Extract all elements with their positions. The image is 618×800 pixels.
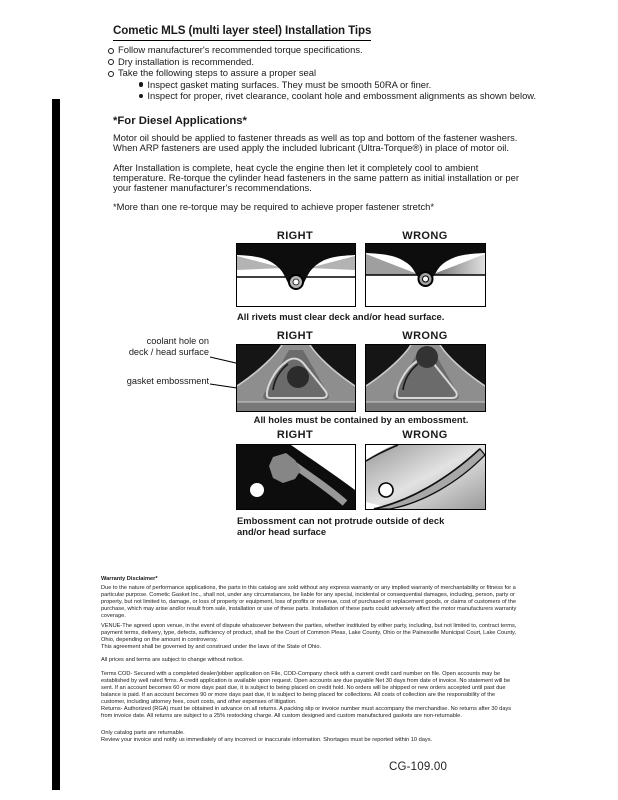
list-item-text: Inspect for proper, rivet clearance, coolant hole and embossment alignments as shown below. — [147, 90, 537, 102]
rivet-right-diagram — [236, 243, 356, 307]
page-number: CG-109.00 — [389, 761, 448, 773]
warranty-heading: Warranty Disclaimer* — [101, 576, 158, 582]
list-item — [108, 44, 548, 56]
terms-paragraph: Terms COD- Secured with a completed dealer/jobber application on File, COD-Company check with a current credit card number on file. Open accounts may be established by well rated firms. A credit application is available upon request. Open accounts are due payable Net 30 days from date of invoice. No statement will be sent. If an account becomes 60 or more days past due, it is subject to being placed on credit hold. No orders will be shipped or new orders accepted until past due balance is paid. If an account becomes 90 or more days past due, it is subject to being placed for collections. All costs of collection are the responsibility of the customer, including attorney fees, court costs, and other expenses of litigation. — [101, 671, 511, 706]
label-line: coolant hole on — [146, 336, 209, 346]
list-item — [108, 67, 548, 79]
warranty-paragraph: Due to the nature of performance applications, the parts in this catalog are sold without any express warranty or any implied warranty of merchantability or fitness for a particular purpose. Cometic Gasket Inc., shall not, under any circumstances, be liable for any special, incidental or consequential damages, including, person, party or property, but not limited to, damage, or loss of property or equipment, loss of profits or revenue, cost of purchased or replacement goods, or claims of customers of the purchase, which may arise and/or result from sale, installation or use of these parts. Installation of these parts could adversely affect the motor manufacturers warranty coverage. — [101, 585, 517, 620]
embossment-caption: All holes must be contained by an embossment. — [253, 414, 469, 425]
rivet-right-illustration — [237, 244, 355, 306]
page-title: Cometic MLS (multi layer steel) Installation Tips — [113, 24, 371, 41]
diagram-right-title: RIGHT — [276, 230, 314, 242]
caption-line: Embossment can not protrude outside of deck — [237, 515, 445, 526]
list-item-text: Inspect gasket mating surfaces. They must be smooth 50RA or finer. — [147, 78, 432, 90]
open-bullet-icon — [108, 59, 114, 65]
page-edge-binding-bar — [52, 99, 60, 790]
venue-paragraph — [101, 623, 520, 651]
protrusion-right-illustration — [237, 445, 355, 509]
protrusion-wrong-illustration — [366, 445, 485, 509]
list-item-text: Follow manufacturer's recommended torque specifications. — [118, 44, 363, 55]
sub-list-item — [108, 79, 548, 91]
paragraph-line: VENUE-The agreed upon venue, in the event of dispute whatsoever between the parties, whether instituted by either party, including, but not limited to, contract terms, payment terms, delivery, type, defects, sufficiency of product, shall be the Court of Common Pleas, Lake County, Ohio or the Painesville Municipal Court, Lake County, Ohio, depending on the amount in controversy. — [101, 623, 517, 644]
embossment-right-illustration — [237, 345, 355, 411]
diagram-wrong-title: WRONG — [402, 330, 448, 342]
embossment-wrong-diagram — [365, 344, 486, 412]
caption-line: and/or head surface — [237, 526, 327, 537]
diagram-wrong-title: WRONG — [402, 429, 448, 441]
sub-list-item — [108, 90, 548, 102]
section-heading: *For Diesel Applications* — [113, 115, 247, 127]
label-line: deck / head surface — [128, 346, 209, 357]
diagram-wrong-title: WRONG — [402, 230, 448, 242]
diesel-applications-section — [113, 115, 527, 222]
filled-bullet-icon — [139, 82, 143, 86]
filled-bullet-icon — [139, 94, 143, 98]
list-item-text: Take the following steps to assure a proper seal — [118, 67, 317, 79]
coolant-hole-label — [129, 336, 209, 358]
rivet-wrong-illustration — [366, 244, 485, 306]
rivet-caption: All rivets must clear deck and/or head surface. — [237, 311, 445, 322]
list-item-text: Dry installation is recommended. — [118, 55, 254, 67]
rivet-wrong-diagram — [365, 243, 486, 307]
diagram-right-title: RIGHT — [276, 429, 314, 441]
note-text: *More than one re-torque may be required to achieve proper fastener stretch* — [113, 201, 435, 213]
open-bullet-icon — [108, 48, 114, 54]
protrusion-caption — [237, 515, 497, 537]
protrusion-wrong-diagram — [365, 444, 486, 510]
embossment-wrong-illustration — [366, 345, 485, 411]
diagram-right-title: RIGHT — [276, 330, 314, 342]
open-bullet-icon — [108, 71, 114, 77]
paragraph: After Installation is complete, heat cycle the engine then let it completely cool to ambient temperature. Re-torque the cylinder head fasteners in the same pattern as initial installation or per your fastener manufacturer's recommendations. — [113, 161, 519, 194]
gasket-embossment-label: gasket embossment — [126, 376, 209, 386]
returns-paragraph: Returns- Authorized (RGA) must be obtained in advance on all returns. A packing slip or invoice number must accompany the merchandise. No returns after 30 days from invoice date. All returns are subject to a 25% restocking charge. All custom designed and custom manufactured gaskets are non-returnable. — [101, 706, 512, 720]
paragraph-line: This agreement shall be governed by and construed under the laws of the State of Ohio. — [101, 644, 322, 651]
paragraph: Motor oil should be applied to fastener threads as well as top and bottom of the fastener washers. When ARP fasteners are used apply the included lubricant (Ultra-Torque®) in place of motor oil. — [113, 132, 518, 154]
installation-tips-list — [108, 44, 548, 102]
catalog-parts-paragraph — [101, 730, 520, 744]
protrusion-right-diagram — [236, 444, 356, 510]
list-item — [108, 56, 548, 68]
paragraph-line: Review your invoice and notify us immediately of any incorrect or inaccurate information. Shortages must be reported within 10 days. — [101, 737, 433, 744]
paragraph-line: Only catalog parts are returnable. — [101, 730, 185, 736]
prices-paragraph: All prices and terms are subject to change without notice. — [101, 657, 244, 663]
embossment-right-diagram — [236, 344, 356, 412]
